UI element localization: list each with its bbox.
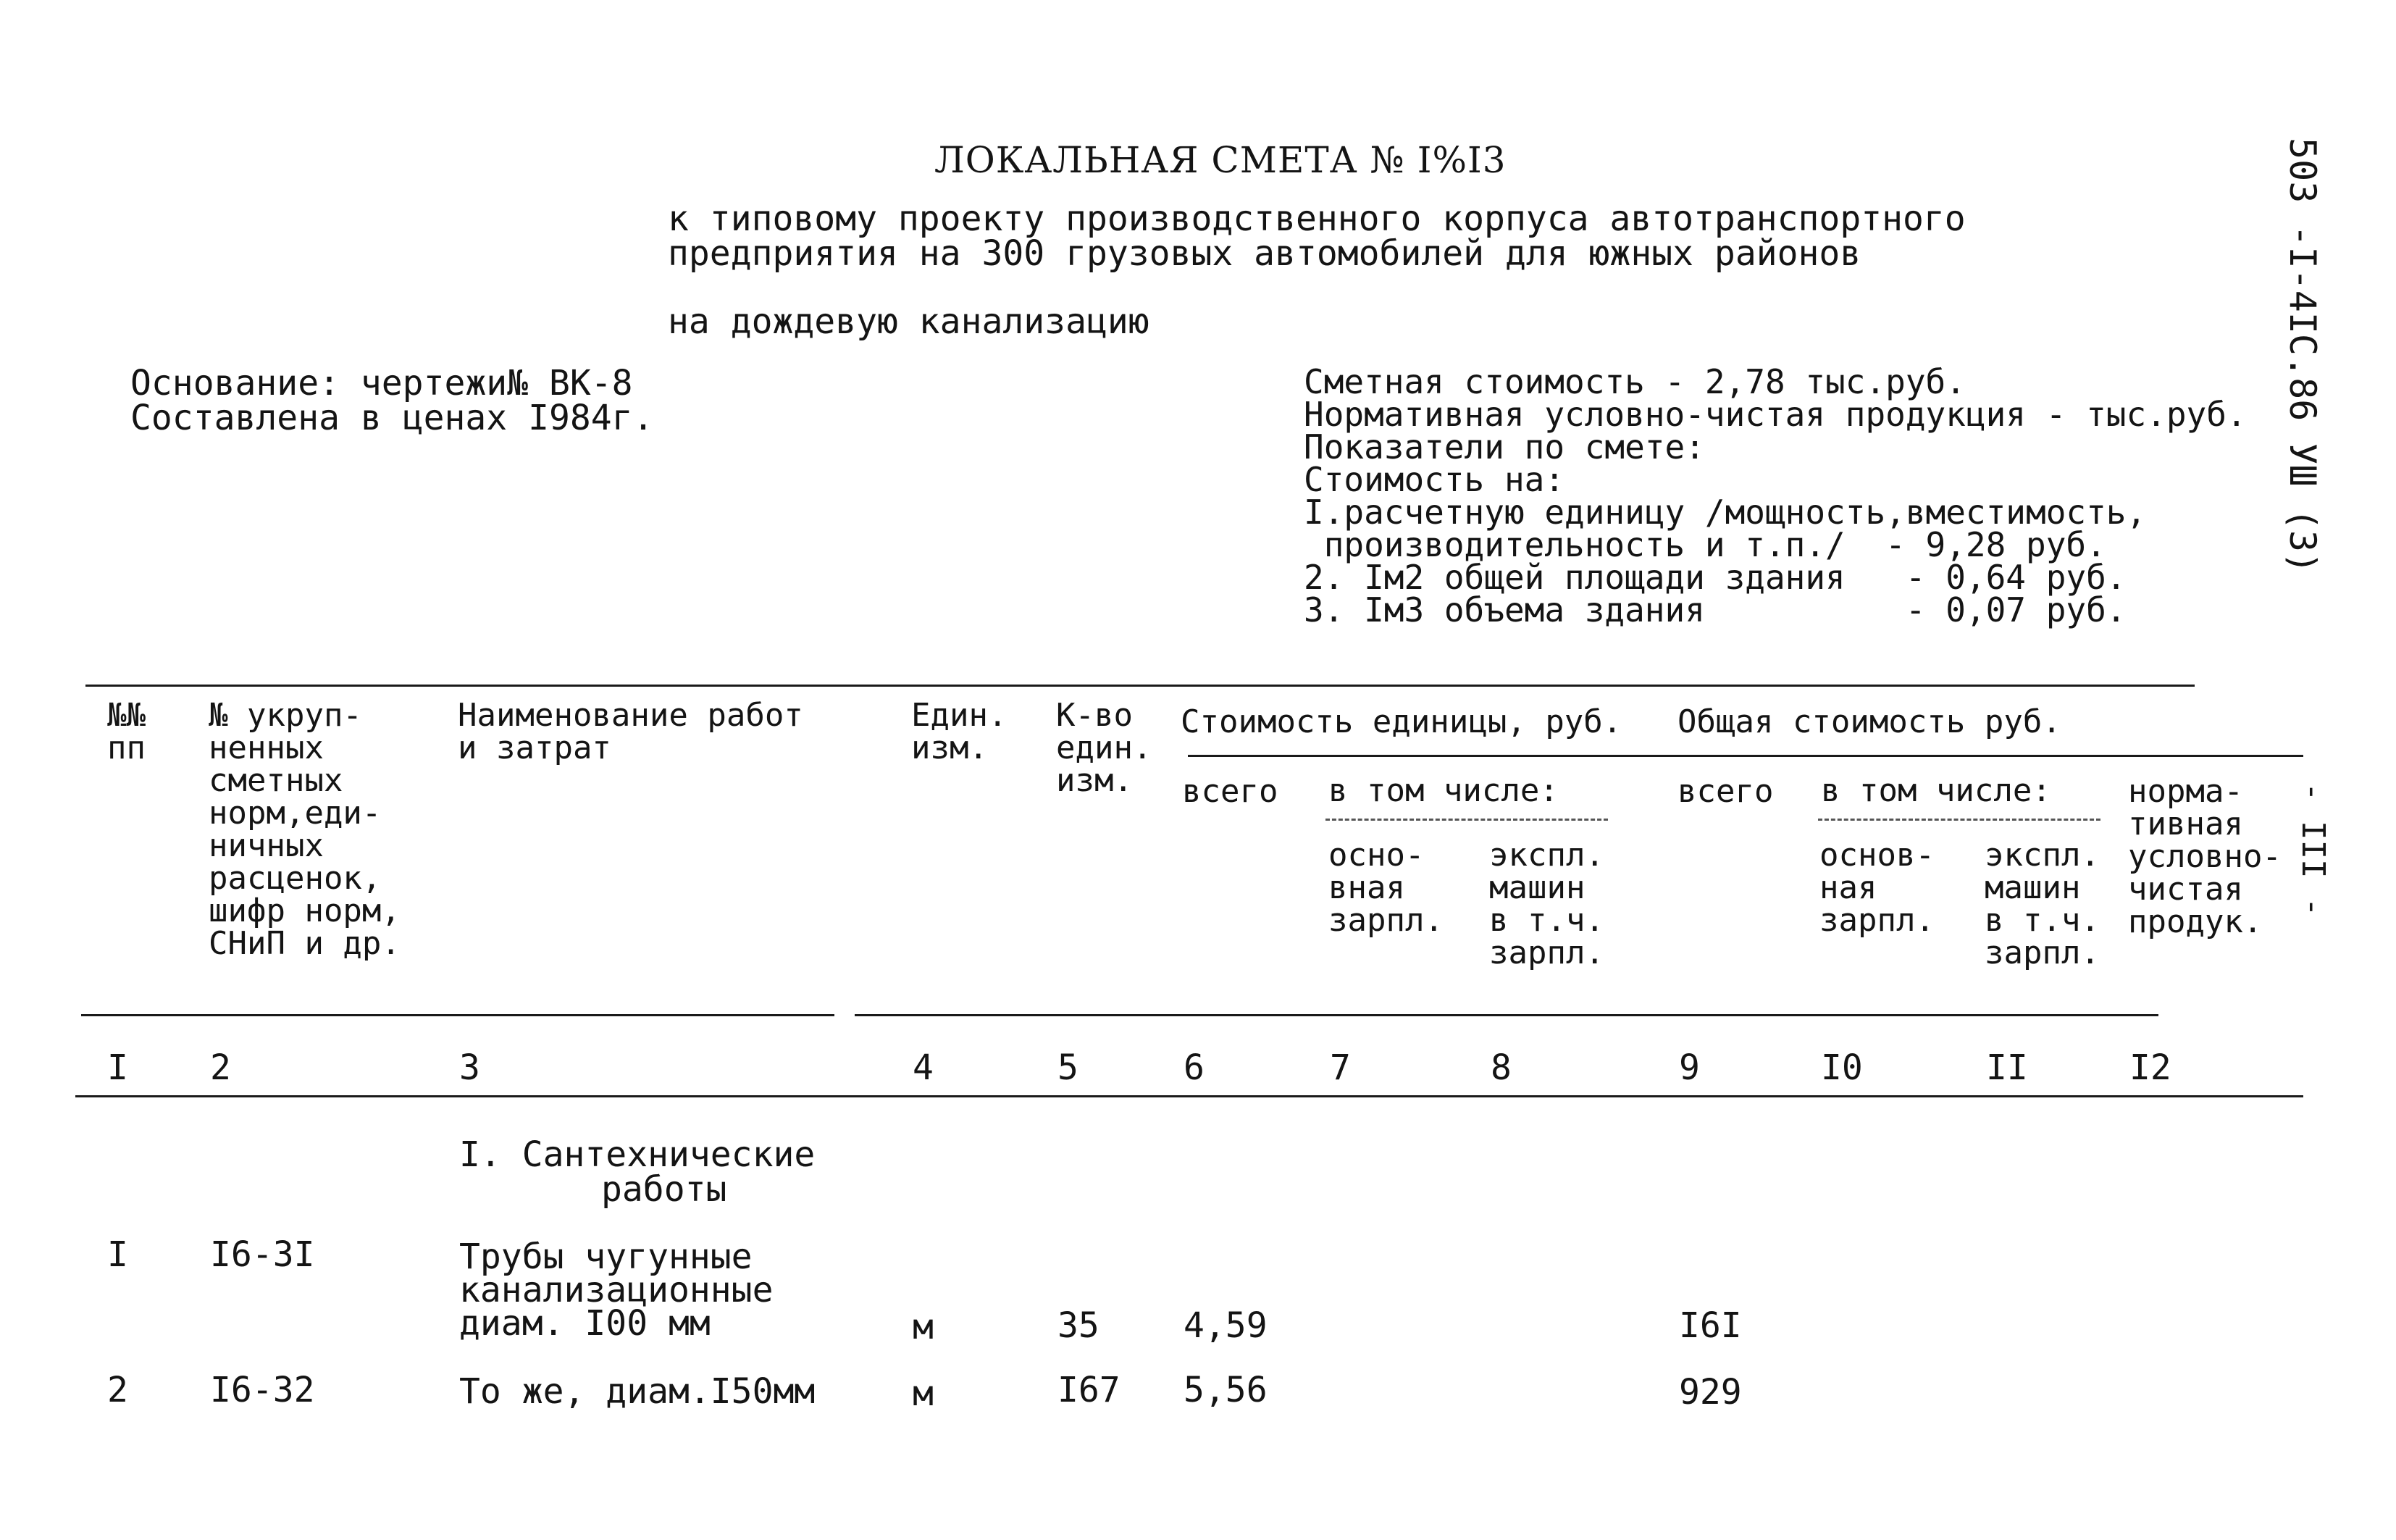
summary-line: Показатели по смете: (1304, 427, 1705, 466)
header-bottom-rule-right (855, 1014, 2158, 1016)
column-number-rule (75, 1095, 2303, 1097)
subtitle-line-1: к типовому проекту производственного корпуса автотранспортного (668, 198, 1966, 239)
summary-line: 2. Iм2 общей площади здания - 0,64 руб. (1304, 558, 2127, 597)
group-rule (1188, 755, 2303, 757)
side-document-code: 503 -I-4IC.86 УШ (3) (2282, 138, 2324, 574)
col-header-2: № укруп- ненных сметных норм,еди- ничных расценок, шифр норм, СНиП и др. (209, 697, 401, 962)
col-number: 4 (913, 1047, 934, 1088)
summary-line: Сметная стоимость - 2,78 тыс.руб. (1304, 362, 1966, 401)
summary-block (1304, 362, 2247, 629)
col-header-8: экспл. машин в т.ч. зарпл. (1489, 837, 1604, 971)
incl-header-unit: в том числе: (1328, 772, 1559, 809)
col-header-1: №№ пп (107, 697, 146, 766)
summary-line: I.расчетную единицу /мощность,вместимость, (1304, 493, 2147, 532)
col-number: 2 (210, 1047, 231, 1088)
col-header-6: всего (1182, 773, 1278, 810)
col-number: I0 (1821, 1047, 1863, 1088)
estimate-subject: на дождевую канализацию (668, 301, 1149, 342)
summary-line: Стоимость на: (1304, 460, 1565, 499)
col-header-10: основ- ная зарпл. (1819, 837, 1935, 939)
summary-line: производительность и т.п./ - 9,28 руб. (1304, 525, 2106, 564)
row-unit-price: 4,59 (1184, 1305, 1268, 1346)
col-number: 5 (1057, 1047, 1078, 1088)
incl-header-total: в том числе: (1821, 772, 2051, 809)
col-header-4: Един. изм. (911, 697, 1008, 766)
col-number: 8 (1491, 1047, 1512, 1088)
row-total: I6I (1679, 1305, 1742, 1346)
col-number: 9 (1679, 1047, 1700, 1088)
subtitle-line-2: предприятия на 300 грузовых автомобилей для южных районов (668, 233, 1861, 274)
prices-line: Составлена в ценах I984г. (130, 398, 654, 438)
row-name: То же, диам.I50мм (459, 1371, 816, 1412)
col-number: II (1986, 1047, 2028, 1088)
group-header-unit-cost: Стоимость единицы, руб. (1181, 703, 1622, 740)
table-top-rule (85, 685, 2195, 687)
row-name: Трубы чугунные канализационные диам. I00 мм (459, 1236, 774, 1344)
row-number: I (107, 1234, 128, 1275)
col-header-9: всего (1677, 773, 1774, 810)
col-header-12: норма- тивная условно- чистая продук. (2128, 773, 2282, 940)
row-total: 929 (1679, 1372, 1742, 1413)
row-qty: 35 (1057, 1305, 1099, 1346)
row-code: I6-32 (210, 1370, 315, 1410)
document-title: ЛОКАЛЬНАЯ СМЕТА № I%I3 (934, 139, 1507, 181)
page-marker: - III - (2295, 782, 2332, 917)
group-header-total-cost: Общая стоимость руб. (1677, 703, 2061, 740)
section-heading: I. Сантехнические работы (459, 1134, 816, 1210)
summary-line: Нормативная условно-чистая продукция - тыс.руб. (1304, 395, 2247, 434)
col-header-3: Наименование работ и затрат (458, 697, 803, 766)
summary-line: 3. Iм3 объема здания - 0,07 руб. (1304, 590, 2127, 629)
col-number: 3 (459, 1047, 480, 1088)
row-unit: м (913, 1307, 934, 1347)
col-number: 6 (1184, 1047, 1205, 1088)
row-unit-price: 5,56 (1184, 1370, 1268, 1410)
col-header-5: К-во един. изм. (1056, 697, 1152, 799)
header-bottom-rule-left (81, 1014, 834, 1016)
row-code: I6-3I (210, 1234, 315, 1275)
col-number: I (107, 1047, 128, 1088)
incl-rule-unit (1325, 819, 1608, 821)
col-number: I2 (2129, 1047, 2171, 1088)
basis-line: Основание: чертежи№ ВК-8 (130, 363, 633, 403)
col-number: 7 (1330, 1047, 1351, 1088)
col-header-11: экспл. машин в т.ч. зарпл. (1985, 837, 2100, 971)
row-number: 2 (107, 1370, 128, 1410)
col-header-7: осно- вная зарпл. (1328, 837, 1444, 939)
row-unit: м (913, 1373, 934, 1414)
incl-rule-total (1818, 819, 2100, 821)
row-qty: I67 (1057, 1370, 1120, 1410)
